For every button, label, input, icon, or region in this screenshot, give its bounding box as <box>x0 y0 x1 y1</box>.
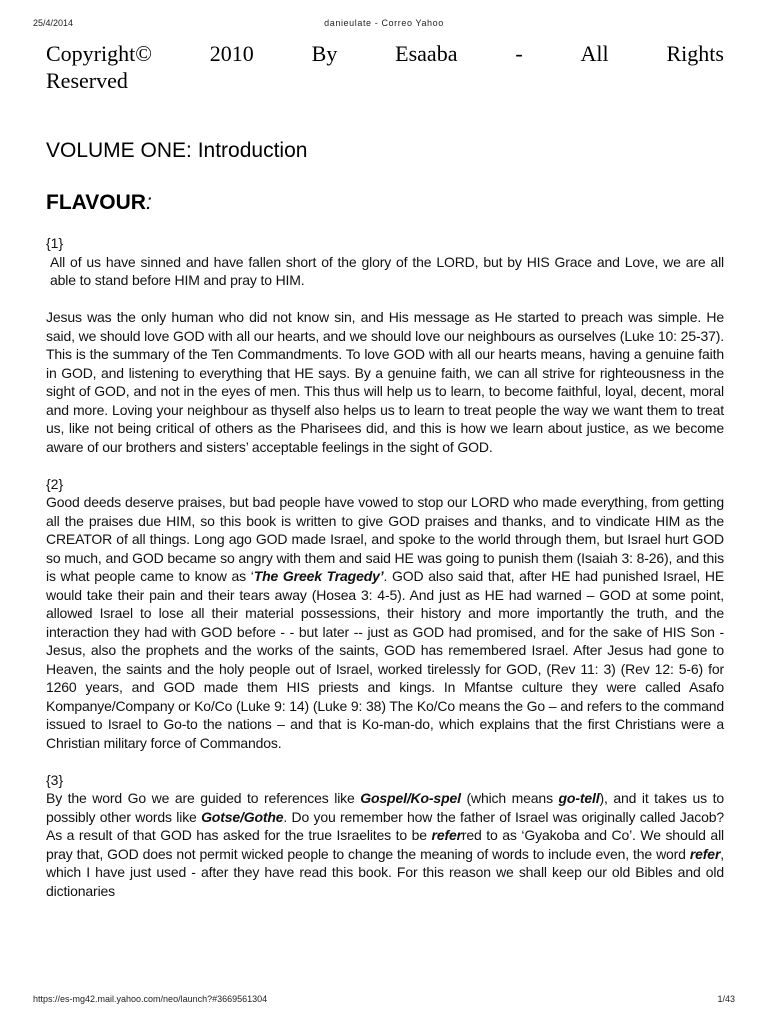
copyright-word: Esaaba <box>395 41 458 66</box>
copyright-word: Rights <box>666 41 724 66</box>
text-run: By the word Go we are guided to references like <box>46 790 361 806</box>
paragraph: Jesus was the only human who did not know sin, and His message as He started to preach was simple. He said, we should love GOD with all our hearts, and we should love our neighbours as ourselves (Luke 10: 25-37). This is the summary of the Ten Commandments. To love GOD with all our hearts means, having a genuine faith in GOD, and listening to everything that HE says. By a genuine faith, we can all strive for righteousness in the sight of GOD, and not in the eyes of men. This thus will help us to learn, to become faithful, loyal, decent, moral and more. Loving your neighbour as thyself also helps us to learn to treat people the way we want them to treat us, like not being critical of others as the Pharisees did, and this is how we learn about justice, as we become aware of our brothers and sisters’ acceptable feelings in the sight of GOD. <box>46 309 724 455</box>
print-url: https://es-mg42.mail.yahoo.com/neo/launch?#3669561304 <box>33 994 268 1004</box>
section-heading <box>46 190 724 216</box>
section-number: {1} <box>46 235 64 251</box>
emphasis-text: go-tell <box>558 790 600 806</box>
copyright-word: By <box>311 41 338 66</box>
emphasis-text: Gotse/Gothe <box>201 808 284 825</box>
section-number: {3} <box>46 771 64 788</box>
paragraph <box>46 493 724 752</box>
print-page-title: danieulate - Correo Yahoo <box>324 18 444 28</box>
text-run: red to as ‘Gyakoba and Co’. We should all pray that, GOD does not permit wicked people to change the meaning of words to include even, the word <box>46 827 724 862</box>
text-run: . GOD also said that, after HE had punished Israel, HE would take their pain and their tears away (Hosea 3: 4-5). And just as HE had warned – GOD at some point, allowed Israel to lose all their material possessions, their history and more importantly the truth, and the interaction they had with GOD before - - but later -- just as GOD had promised, and for the sake of HIS Son - Jesus, also the prophets and the works of the saints, GOD has remembered Israel. After Jesus had gone to Heaven, the saints and the holy people out of Israel, worked tirelessly for GOD, (Rev 11: 3) (Rev 12: 5-6) for 1260 years, and GOD made them HIS priests and kings. In Mfantse culture they were called Asafo Kompanye/Company or Ko/Co (Luke 9: 14) (Luke 9: 38) The Ko/Co means the Go – and refers to the command issued to Israel to Go-to the nations – and that is Ko-man-do, which explains that the first Christians were a Christian military force of Commandos. <box>46 568 725 751</box>
copyright-word: Copyright© <box>46 41 152 66</box>
copyright-word: - <box>515 41 523 66</box>
flavour-title: FLAVOUR <box>46 191 146 214</box>
print-date: 25/4/2014 <box>33 18 74 28</box>
text-run: ), and it takes us to possibly other words like <box>46 790 724 825</box>
copyright-word: 2010 <box>209 41 254 66</box>
copyright-line-2: Reserved <box>46 68 128 93</box>
copyright-word: All <box>580 41 609 66</box>
emphasis-text: Gospel/Ko-spel <box>360 790 461 806</box>
page-number: 1/43 <box>717 994 735 1004</box>
copyright-notice <box>46 40 724 94</box>
flavour-colon: : <box>145 191 152 214</box>
paragraph: All of us have sinned and have fallen short of the glory of the LORD, but by HIS Grace and Love, we are all able to stand before HIM and pray to HIM. <box>50 253 724 288</box>
text-run: , which I have just used - after they have read this book. For this reason we shall keep our old Bibles and old dictionaries <box>46 845 724 899</box>
text-run: (which means <box>460 790 559 806</box>
paragraph <box>46 789 724 900</box>
volume-title: VOLUME ONE: Introduction <box>46 139 308 162</box>
section-number: {2} <box>46 475 64 492</box>
emphasis-text: The Greek Tragedy’ <box>253 568 384 584</box>
text-run: Good deeds deserve praises, but bad people have vowed to stop our LORD who made everything, from getting all the praises due HIM, so this book is written to give GOD praises and thanks, and to vindicate HIM as the CREATOR of all things. Long ago GOD made Israel, and spoke to the world through them, but Israel hurt GOD so much, and GOD became so angry with them and said HE was going to punish them (Isaiah 3: 8-26), and this is what people came to know as ‘ <box>46 494 724 584</box>
text-run: . Do you remember how the father of Israel was originally called Jacob? As a result of that GOD has asked for the true Israelites to be <box>46 808 724 843</box>
emphasis-text: refer <box>431 827 462 843</box>
document-content <box>46 40 724 900</box>
copyright-line <box>46 40 724 67</box>
emphasis-text: refer <box>689 845 721 862</box>
